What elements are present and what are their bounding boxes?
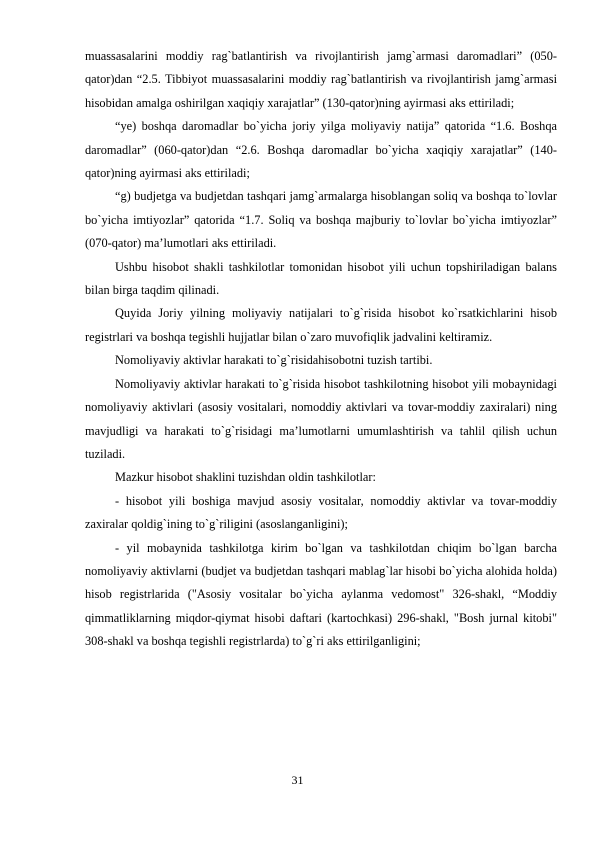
paragraph-5: Quyida Joriy yilning moliyaviy natijalari to`g`risida hisobot ko`rsatkichlarini hisob registrlari va boshqa tegishli hujjatlar bilan o`zaro muvofiqlik jadvalini keltiramiz. — [85, 306, 557, 344]
page-number: 31 — [291, 773, 304, 787]
paragraph-8: Mazkur hisobot shaklini tuzishdan oldin tashkilotlar: — [115, 470, 376, 485]
paragraph-4: Ushbu hisobot shakli tashkilotlar tomonidan hisobot yili uchun topshiriladigan balans bilan birga taqdim qilinadi. — [85, 259, 557, 298]
paragraph-1: muassasalarini moddiy rag`batlantirish va rivojlantirish jamg`armasi daromadlari” (050-qator)dan “2.5. Tibbiyot muassasalarini moddiy rag`batlantirish va rivojlantirish jamg`armasi hisobidan amalga oshirilgan xaqiqiy xarajatlar” (130-qator)ning ayirmasi aks ettiriladi; — [85, 49, 557, 110]
paragraph-2: “ye) boshqa daromadlar bo`yicha joriy yilga moliyaviy natija” qatorida “1.6. Boshqa daromadlar” (060-qator)dan “2.6. Boshqa daromadlar bo`yicha xaqiqiy xarajatlar” (140-qator)ning ayirmasi aks ettiriladi; — [85, 119, 557, 181]
section-heading: Nomoliyaviy aktivlar harakati to`g`risidahisobotni tuzish tartibi. — [115, 353, 433, 368]
paragraph-7: Nomoliyaviy aktivlar harakati to`g`risida hisobot tashkilotning hisobot yili mobaynidagi nomoliyaviy aktivlari (asosiy vositalari, nomoddiy aktivlari va tovar-moddiy zaxiralari) ning mavjudligi va harakati to`g`risidagi ma’lumotlarni umumlashtirish va tahlil qilish uchun tuziladi. — [85, 376, 557, 461]
list-item-2: - yil mobaynida tashkilotga kirim bo`lgan va tashkilotdan chiqim bo`lgan barcha nomoliyaviy aktivlarni (budjet va budjetdan tashqari mablag`lar hisobi bo`yicha alohida holda) hisob registrlarida ("Asosiy vositalar bo`yicha aylanma vedomost" 326-shakl, “Moddiy qimmatliklarning miqdor-qiymat hisobi daftari (kartochkasi) 296-shakl, "Bosh jurnal kitobi" 308-shakl va boshqa tegishli registrlarda) to`g`ri aks ettirilganligini; — [85, 540, 557, 649]
paragraph-3: “g) budjetga va budjetdan tashqari jamg`armalarga hisoblangan soliq va boshqa to`lovlar bo`yicha imtiyozlar” qatorida “1.7. Soliq va boshqa majburiy to`lovlar bo`yicha imtiyozlar” (070-qator) ma’lumotlari aks ettiriladi. — [85, 189, 557, 251]
document-page — [85, 45, 557, 654]
list-item-1: - hisobot yili boshiga mavjud asosiy vositalar, nomoddiy aktivlar va tovar-moddiy zaxiralar qoldig`ining to`g`riligini (asoslanganligini); — [85, 493, 557, 532]
